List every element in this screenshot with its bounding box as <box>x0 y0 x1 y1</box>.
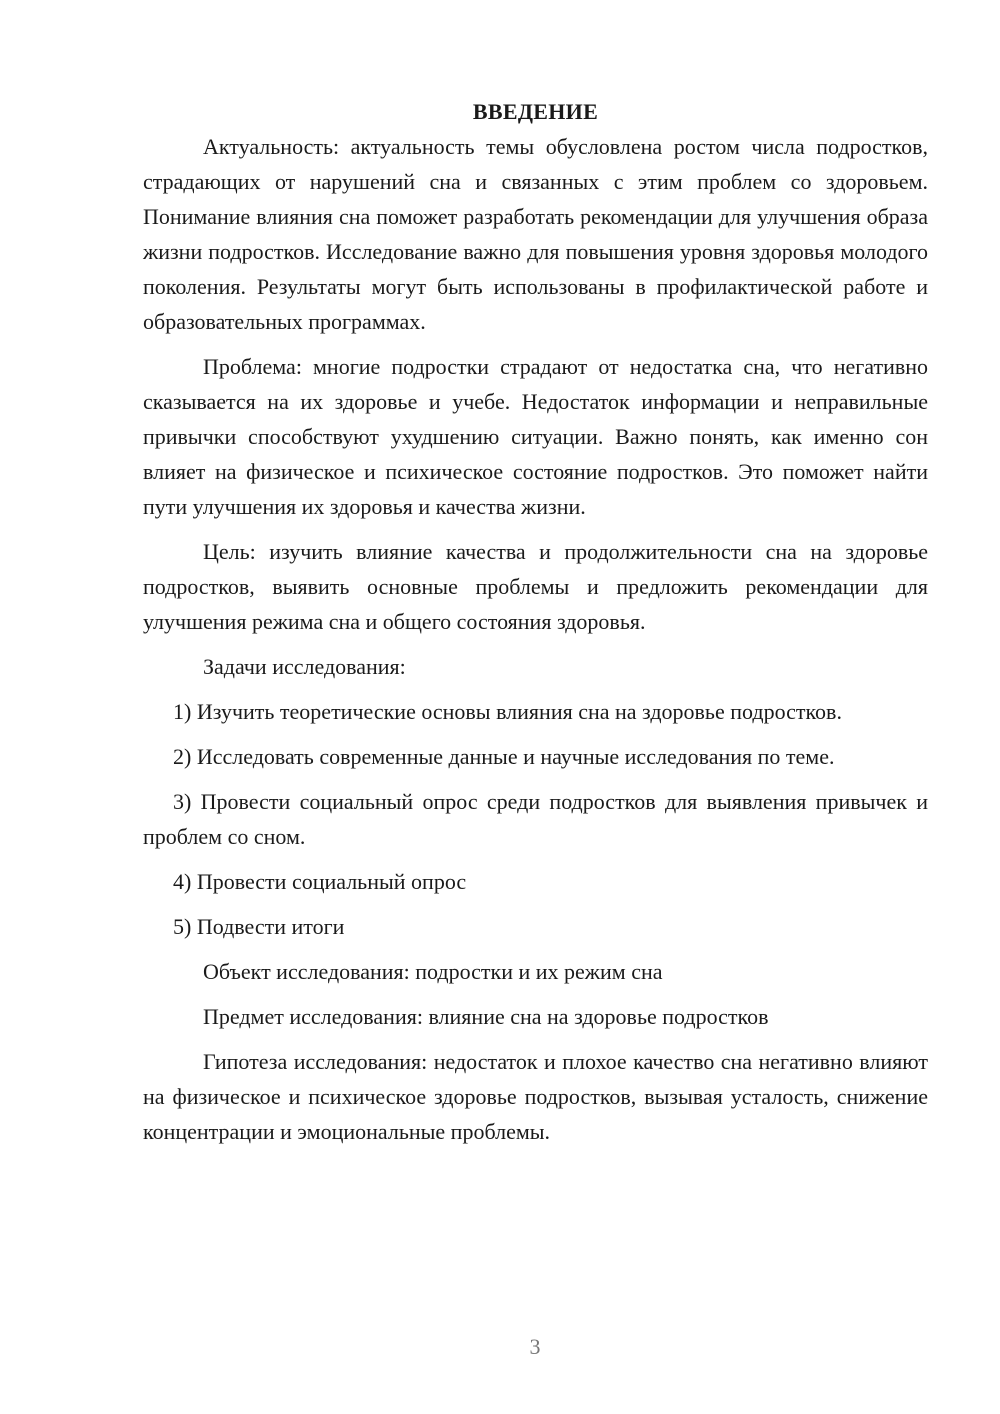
page-content <box>143 94 928 1149</box>
task-item-4: 4) Провести социальный опрос <box>173 869 467 894</box>
goal-paragraph: Цель: изучить влияние качества и продолжительности сна на здоровье подростков, выявить основные проблемы и предложить рекомендации для улучшения режима сна и общего состояния здоровья. <box>143 539 928 634</box>
relevance-paragraph: Актуальность: актуальность темы обусловлена ростом числа подростков, страдающих от нарушений сна и связанных с этим проблем со здоровьем. Понимание влияния сна поможет разработать рекомендации для улучшения образа жизни подростков. Исследование важно для повышения уровня здоровья молодого поколения. Результаты могут быть использованы в профилактической работе и образовательных программах. <box>143 134 928 334</box>
object-paragraph: Объект исследования: подростки и их режим сна <box>203 959 663 984</box>
subject-paragraph: Предмет исследования: влияние сна на здоровье подростков <box>203 1004 769 1029</box>
problem-paragraph: Проблема: многие подростки страдают от недостатка сна, что негативно сказывается на их здоровье и учебе. Недостаток информации и неправильные привычки способствуют ухудшению ситуации. Важно понять, как именно сон влияет на физическое и психическое состояние подростков. Это поможет найти пути улучшения их здоровья и качества жизни. <box>143 354 928 519</box>
hypothesis-paragraph: Гипотеза исследования: недостаток и плохое качество сна негативно влияют на физическое и психическое здоровье подростков, вызывая усталость, снижение концентрации и эмоциональные проблемы. <box>143 1049 928 1144</box>
page-number: 3 <box>529 1334 541 1359</box>
task-item-3: 3) Провести социальный опрос среди подростков для выявления привычек и проблем со сном. <box>143 789 928 849</box>
task-item-5: 5) Подвести итоги <box>173 914 345 939</box>
tasks-heading: Задачи исследования: <box>203 654 406 679</box>
task-item-2: 2) Исследовать современные данные и научные исследования по теме. <box>173 744 835 769</box>
task-item-1: 1) Изучить теоретические основы влияния сна на здоровье подростков. <box>173 699 842 724</box>
page-title: ВВЕДЕНИЕ <box>472 99 599 124</box>
